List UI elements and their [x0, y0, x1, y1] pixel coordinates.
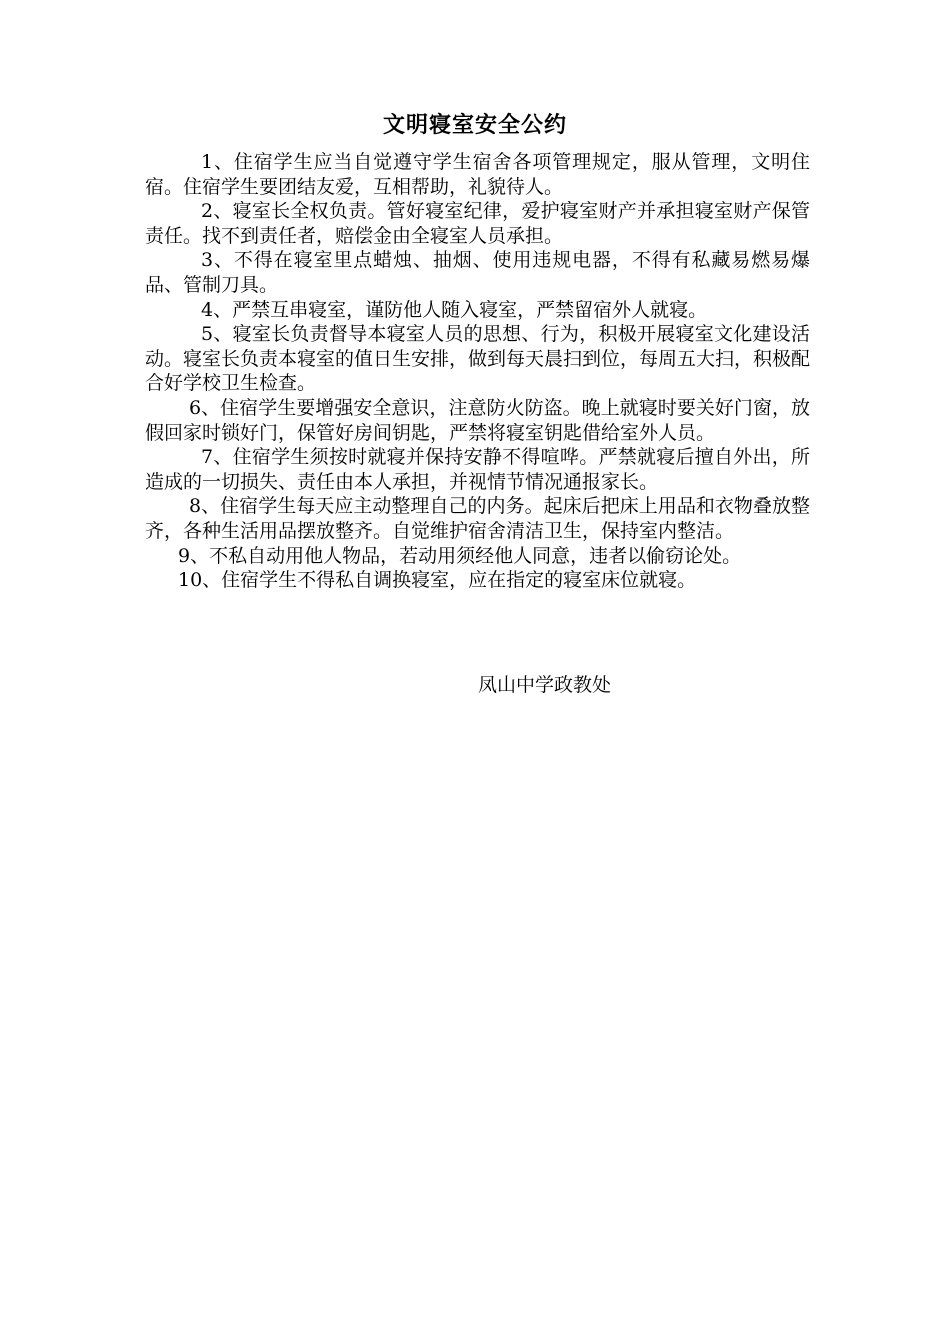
- document-title: 文明寝室安全公约: [382, 112, 567, 138]
- clause-1: 1、住宿学生应当自觉遵守学生宿舍各项管理规定，服从管理，文明住宿。住宿学生要团结友爱，互相帮助，礼貌待人。: [145, 151, 810, 198]
- clause-5: 5、寝室长负责督导本寝室人员的思想、行为，积极开展寝室文化建设活动。寝室长负责本寝室的值日生安排，做到每天晨扫到位，每周五大扫，积极配合好学校卫生检查。: [145, 323, 811, 395]
- clause-3: 3、不得在寝室里点蜡烛、抽烟、使用违规电器，不得有私藏易燃易爆品、管制刀具。: [145, 249, 810, 296]
- clause-7: 7、住宿学生须按时就寝并保持安静不得喧哗。严禁就寝后擅自外出，所造成的一切损失、责任由本人承担，并视情节情况通报家长。: [145, 446, 810, 493]
- document-body: [145, 150, 810, 593]
- document-signature: 凤山中学政教处: [478, 674, 612, 696]
- clause-6: 6、住宿学生要增强安全意识，注意防火防盗。晚上就寝时要关好门窗，放假回家时锁好门，保管好房间钥匙，严禁将寝室钥匙借给室外人员。: [145, 396, 810, 444]
- clause-9: 9、不私自动用他人物品，若动用须经他人同意，违者以偷窃论处。: [178, 544, 742, 567]
- clause-10: 10、住宿学生不得私自调换寝室，应在指定的寝室床位就寝。: [178, 569, 697, 592]
- clause-2: 2、寝室长全权负责。管好寝室纪律，爱护寝室财产并承担寝室财产保管责任。找不到责任者，赔偿金由全寝室人员承担。: [145, 200, 810, 247]
- clause-8: 8、住宿学生每天应主动整理自己的内务。起床后把床上用品和衣物叠放整齐，各种生活用品摆放整齐。自觉维护宿舍清洁卫生，保持室内整洁。: [145, 495, 810, 542]
- clause-4: 4、严禁互串寝室，谨防他人随入寝室，严禁留宿外人就寝。: [201, 298, 708, 321]
